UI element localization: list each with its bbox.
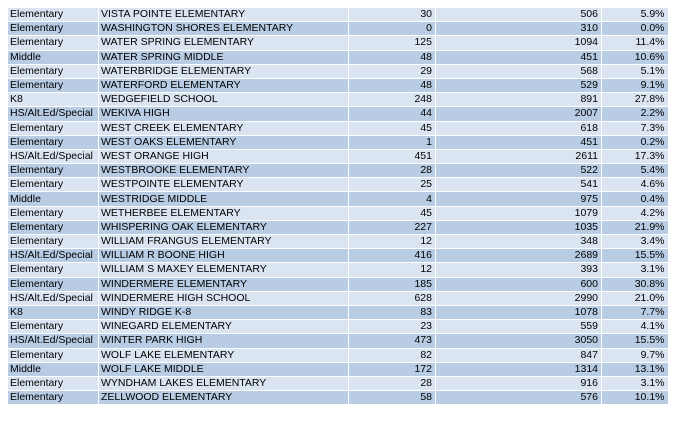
percent-cell[interactable]: 15.5%: [602, 334, 668, 348]
count-cell[interactable]: 451: [349, 149, 436, 163]
school-level-cell[interactable]: Elementary: [8, 22, 99, 36]
total-cell[interactable]: 2990: [436, 291, 602, 305]
table-row[interactable]: [8, 50, 668, 64]
percent-cell[interactable]: 5.4%: [602, 164, 668, 178]
table-row[interactable]: [8, 220, 668, 234]
table-row[interactable]: [8, 263, 668, 277]
school-level-cell[interactable]: HS/Alt.Ed/Special: [8, 149, 99, 163]
count-cell[interactable]: 185: [349, 277, 436, 291]
total-cell[interactable]: 2611: [436, 149, 602, 163]
total-cell[interactable]: 393: [436, 263, 602, 277]
school-name-cell[interactable]: WOLF LAKE ELEMENTARY: [99, 348, 349, 362]
total-cell[interactable]: 618: [436, 121, 602, 135]
count-cell[interactable]: 0: [349, 22, 436, 36]
school-level-cell[interactable]: Elementary: [8, 78, 99, 92]
total-cell[interactable]: 1078: [436, 305, 602, 319]
school-name-cell[interactable]: WINEGARD ELEMENTARY: [99, 320, 349, 334]
percent-cell[interactable]: 0.2%: [602, 135, 668, 149]
school-level-cell[interactable]: K8: [8, 305, 99, 319]
count-cell[interactable]: 48: [349, 78, 436, 92]
percent-cell[interactable]: 4.1%: [602, 320, 668, 334]
school-name-cell[interactable]: WESTRIDGE MIDDLE: [99, 192, 349, 206]
school-level-cell[interactable]: Elementary: [8, 235, 99, 249]
table-row[interactable]: [8, 391, 668, 405]
school-level-cell[interactable]: Elementary: [8, 178, 99, 192]
table-row[interactable]: [8, 178, 668, 192]
count-cell[interactable]: 29: [349, 64, 436, 78]
school-level-cell[interactable]: Elementary: [8, 206, 99, 220]
table-row[interactable]: [8, 277, 668, 291]
school-name-cell[interactable]: WEDGEFIELD SCHOOL: [99, 93, 349, 107]
school-name-cell[interactable]: WYNDHAM LAKES ELEMENTARY: [99, 376, 349, 390]
percent-cell[interactable]: 21.0%: [602, 291, 668, 305]
school-name-cell[interactable]: WEST CREEK ELEMENTARY: [99, 121, 349, 135]
total-cell[interactable]: 2007: [436, 107, 602, 121]
percent-cell[interactable]: 9.1%: [602, 78, 668, 92]
school-name-cell[interactable]: WINTER PARK HIGH: [99, 334, 349, 348]
total-cell[interactable]: 506: [436, 8, 602, 22]
count-cell[interactable]: 125: [349, 36, 436, 50]
percent-cell[interactable]: 0.0%: [602, 22, 668, 36]
count-cell[interactable]: 12: [349, 235, 436, 249]
table-row[interactable]: [8, 334, 668, 348]
total-cell[interactable]: 1314: [436, 362, 602, 376]
count-cell[interactable]: 25: [349, 178, 436, 192]
count-cell[interactable]: 4: [349, 192, 436, 206]
school-level-cell[interactable]: Elementary: [8, 263, 99, 277]
school-name-cell[interactable]: WESTBROOKE ELEMENTARY: [99, 164, 349, 178]
table-row[interactable]: [8, 36, 668, 50]
count-cell[interactable]: 45: [349, 121, 436, 135]
count-cell[interactable]: 30: [349, 8, 436, 22]
count-cell[interactable]: 12: [349, 263, 436, 277]
table-row[interactable]: [8, 107, 668, 121]
count-cell[interactable]: 227: [349, 220, 436, 234]
school-level-cell[interactable]: HS/Alt.Ed/Special: [8, 334, 99, 348]
percent-cell[interactable]: 21.9%: [602, 220, 668, 234]
total-cell[interactable]: 847: [436, 348, 602, 362]
table-row[interactable]: [8, 291, 668, 305]
table-row[interactable]: [8, 249, 668, 263]
percent-cell[interactable]: 4.6%: [602, 178, 668, 192]
table-row[interactable]: [8, 22, 668, 36]
percent-cell[interactable]: 7.3%: [602, 121, 668, 135]
total-cell[interactable]: 600: [436, 277, 602, 291]
total-cell[interactable]: 529: [436, 78, 602, 92]
count-cell[interactable]: 1: [349, 135, 436, 149]
school-level-cell[interactable]: Elementary: [8, 8, 99, 22]
school-level-cell[interactable]: Middle: [8, 50, 99, 64]
school-name-cell[interactable]: VISTA POINTE ELEMENTARY: [99, 8, 349, 22]
table-row[interactable]: [8, 8, 668, 22]
percent-cell[interactable]: 11.4%: [602, 36, 668, 50]
count-cell[interactable]: 23: [349, 320, 436, 334]
percent-cell[interactable]: 5.9%: [602, 8, 668, 22]
percent-cell[interactable]: 5.1%: [602, 64, 668, 78]
percent-cell[interactable]: 2.2%: [602, 107, 668, 121]
percent-cell[interactable]: 13.1%: [602, 362, 668, 376]
school-name-cell[interactable]: WINDERMERE HIGH SCHOOL: [99, 291, 349, 305]
school-name-cell[interactable]: WATER SPRING ELEMENTARY: [99, 36, 349, 50]
school-level-cell[interactable]: HS/Alt.Ed/Special: [8, 291, 99, 305]
percent-cell[interactable]: 27.8%: [602, 93, 668, 107]
total-cell[interactable]: 522: [436, 164, 602, 178]
school-name-cell[interactable]: WEST OAKS ELEMENTARY: [99, 135, 349, 149]
table-row[interactable]: [8, 348, 668, 362]
school-name-cell[interactable]: WESTPOINTE ELEMENTARY: [99, 178, 349, 192]
school-name-cell[interactable]: WINDY RIDGE K-8: [99, 305, 349, 319]
school-name-cell[interactable]: WASHINGTON SHORES ELEMENTARY: [99, 22, 349, 36]
school-level-cell[interactable]: K8: [8, 93, 99, 107]
table-row[interactable]: [8, 78, 668, 92]
school-level-cell[interactable]: Elementary: [8, 164, 99, 178]
total-cell[interactable]: 975: [436, 192, 602, 206]
percent-cell[interactable]: 10.1%: [602, 391, 668, 405]
count-cell[interactable]: 172: [349, 362, 436, 376]
total-cell[interactable]: 568: [436, 64, 602, 78]
total-cell[interactable]: 451: [436, 50, 602, 64]
total-cell[interactable]: 541: [436, 178, 602, 192]
total-cell[interactable]: 451: [436, 135, 602, 149]
percent-cell[interactable]: 17.3%: [602, 149, 668, 163]
count-cell[interactable]: 28: [349, 164, 436, 178]
count-cell[interactable]: 628: [349, 291, 436, 305]
percent-cell[interactable]: 3.1%: [602, 376, 668, 390]
total-cell[interactable]: 310: [436, 22, 602, 36]
school-name-cell[interactable]: WATERBRIDGE ELEMENTARY: [99, 64, 349, 78]
schools-table: [7, 8, 668, 405]
table-row[interactable]: [8, 135, 668, 149]
table-row[interactable]: [8, 235, 668, 249]
percent-cell[interactable]: 0.4%: [602, 192, 668, 206]
school-level-cell[interactable]: Elementary: [8, 64, 99, 78]
school-name-cell[interactable]: WILLIAM R BOONE HIGH: [99, 249, 349, 263]
table-row[interactable]: [8, 206, 668, 220]
total-cell[interactable]: 916: [436, 376, 602, 390]
table-row[interactable]: [8, 376, 668, 390]
school-name-cell[interactable]: WETHERBEE ELEMENTARY: [99, 206, 349, 220]
school-level-cell[interactable]: Middle: [8, 362, 99, 376]
percent-cell[interactable]: 3.4%: [602, 235, 668, 249]
school-level-cell[interactable]: HS/Alt.Ed/Special: [8, 107, 99, 121]
school-name-cell[interactable]: WATERFORD ELEMENTARY: [99, 78, 349, 92]
table-row[interactable]: [8, 362, 668, 376]
school-level-cell[interactable]: Middle: [8, 192, 99, 206]
table-body: [8, 8, 668, 405]
table-row[interactable]: [8, 149, 668, 163]
total-cell[interactable]: 559: [436, 320, 602, 334]
school-name-cell[interactable]: WHISPERING OAK ELEMENTARY: [99, 220, 349, 234]
school-name-cell[interactable]: WEST ORANGE HIGH: [99, 149, 349, 163]
count-cell[interactable]: 82: [349, 348, 436, 362]
count-cell[interactable]: 248: [349, 93, 436, 107]
total-cell[interactable]: 1079: [436, 206, 602, 220]
count-cell[interactable]: 416: [349, 249, 436, 263]
table-row[interactable]: [8, 93, 668, 107]
total-cell[interactable]: 3050: [436, 334, 602, 348]
school-name-cell[interactable]: WILLIAM FRANGUS ELEMENTARY: [99, 235, 349, 249]
total-cell[interactable]: 348: [436, 235, 602, 249]
count-cell[interactable]: 58: [349, 391, 436, 405]
percent-cell[interactable]: 7.7%: [602, 305, 668, 319]
count-cell[interactable]: 28: [349, 376, 436, 390]
percent-cell[interactable]: 10.6%: [602, 50, 668, 64]
count-cell[interactable]: 473: [349, 334, 436, 348]
school-level-cell[interactable]: Elementary: [8, 220, 99, 234]
school-level-cell[interactable]: Elementary: [8, 320, 99, 334]
school-name-cell[interactable]: ZELLWOOD ELEMENTARY: [99, 391, 349, 405]
table-row[interactable]: [8, 320, 668, 334]
school-level-cell[interactable]: Elementary: [8, 348, 99, 362]
table-row[interactable]: [8, 121, 668, 135]
school-level-cell[interactable]: HS/Alt.Ed/Special: [8, 249, 99, 263]
table-row[interactable]: [8, 192, 668, 206]
total-cell[interactable]: 2689: [436, 249, 602, 263]
school-name-cell[interactable]: WINDERMERE ELEMENTARY: [99, 277, 349, 291]
percent-cell[interactable]: 15.5%: [602, 249, 668, 263]
school-level-cell[interactable]: Elementary: [8, 36, 99, 50]
total-cell[interactable]: 1035: [436, 220, 602, 234]
school-level-cell[interactable]: Elementary: [8, 277, 99, 291]
percent-cell[interactable]: 3.1%: [602, 263, 668, 277]
school-name-cell[interactable]: WOLF LAKE MIDDLE: [99, 362, 349, 376]
percent-cell[interactable]: 30.8%: [602, 277, 668, 291]
total-cell[interactable]: 891: [436, 93, 602, 107]
table-row[interactable]: [8, 164, 668, 178]
count-cell[interactable]: 48: [349, 50, 436, 64]
table-row[interactable]: [8, 64, 668, 78]
school-name-cell[interactable]: WILLIAM S MAXEY ELEMENTARY: [99, 263, 349, 277]
school-level-cell[interactable]: Elementary: [8, 376, 99, 390]
total-cell[interactable]: 576: [436, 391, 602, 405]
count-cell[interactable]: 45: [349, 206, 436, 220]
total-cell[interactable]: 1094: [436, 36, 602, 50]
school-level-cell[interactable]: Elementary: [8, 121, 99, 135]
school-name-cell[interactable]: WEKIVA HIGH: [99, 107, 349, 121]
school-level-cell[interactable]: Elementary: [8, 135, 99, 149]
count-cell[interactable]: 44: [349, 107, 436, 121]
table-row[interactable]: [8, 305, 668, 319]
school-name-cell[interactable]: WATER SPRING MIDDLE: [99, 50, 349, 64]
percent-cell[interactable]: 4.2%: [602, 206, 668, 220]
count-cell[interactable]: 83: [349, 305, 436, 319]
percent-cell[interactable]: 9.7%: [602, 348, 668, 362]
school-level-cell[interactable]: Elementary: [8, 391, 99, 405]
